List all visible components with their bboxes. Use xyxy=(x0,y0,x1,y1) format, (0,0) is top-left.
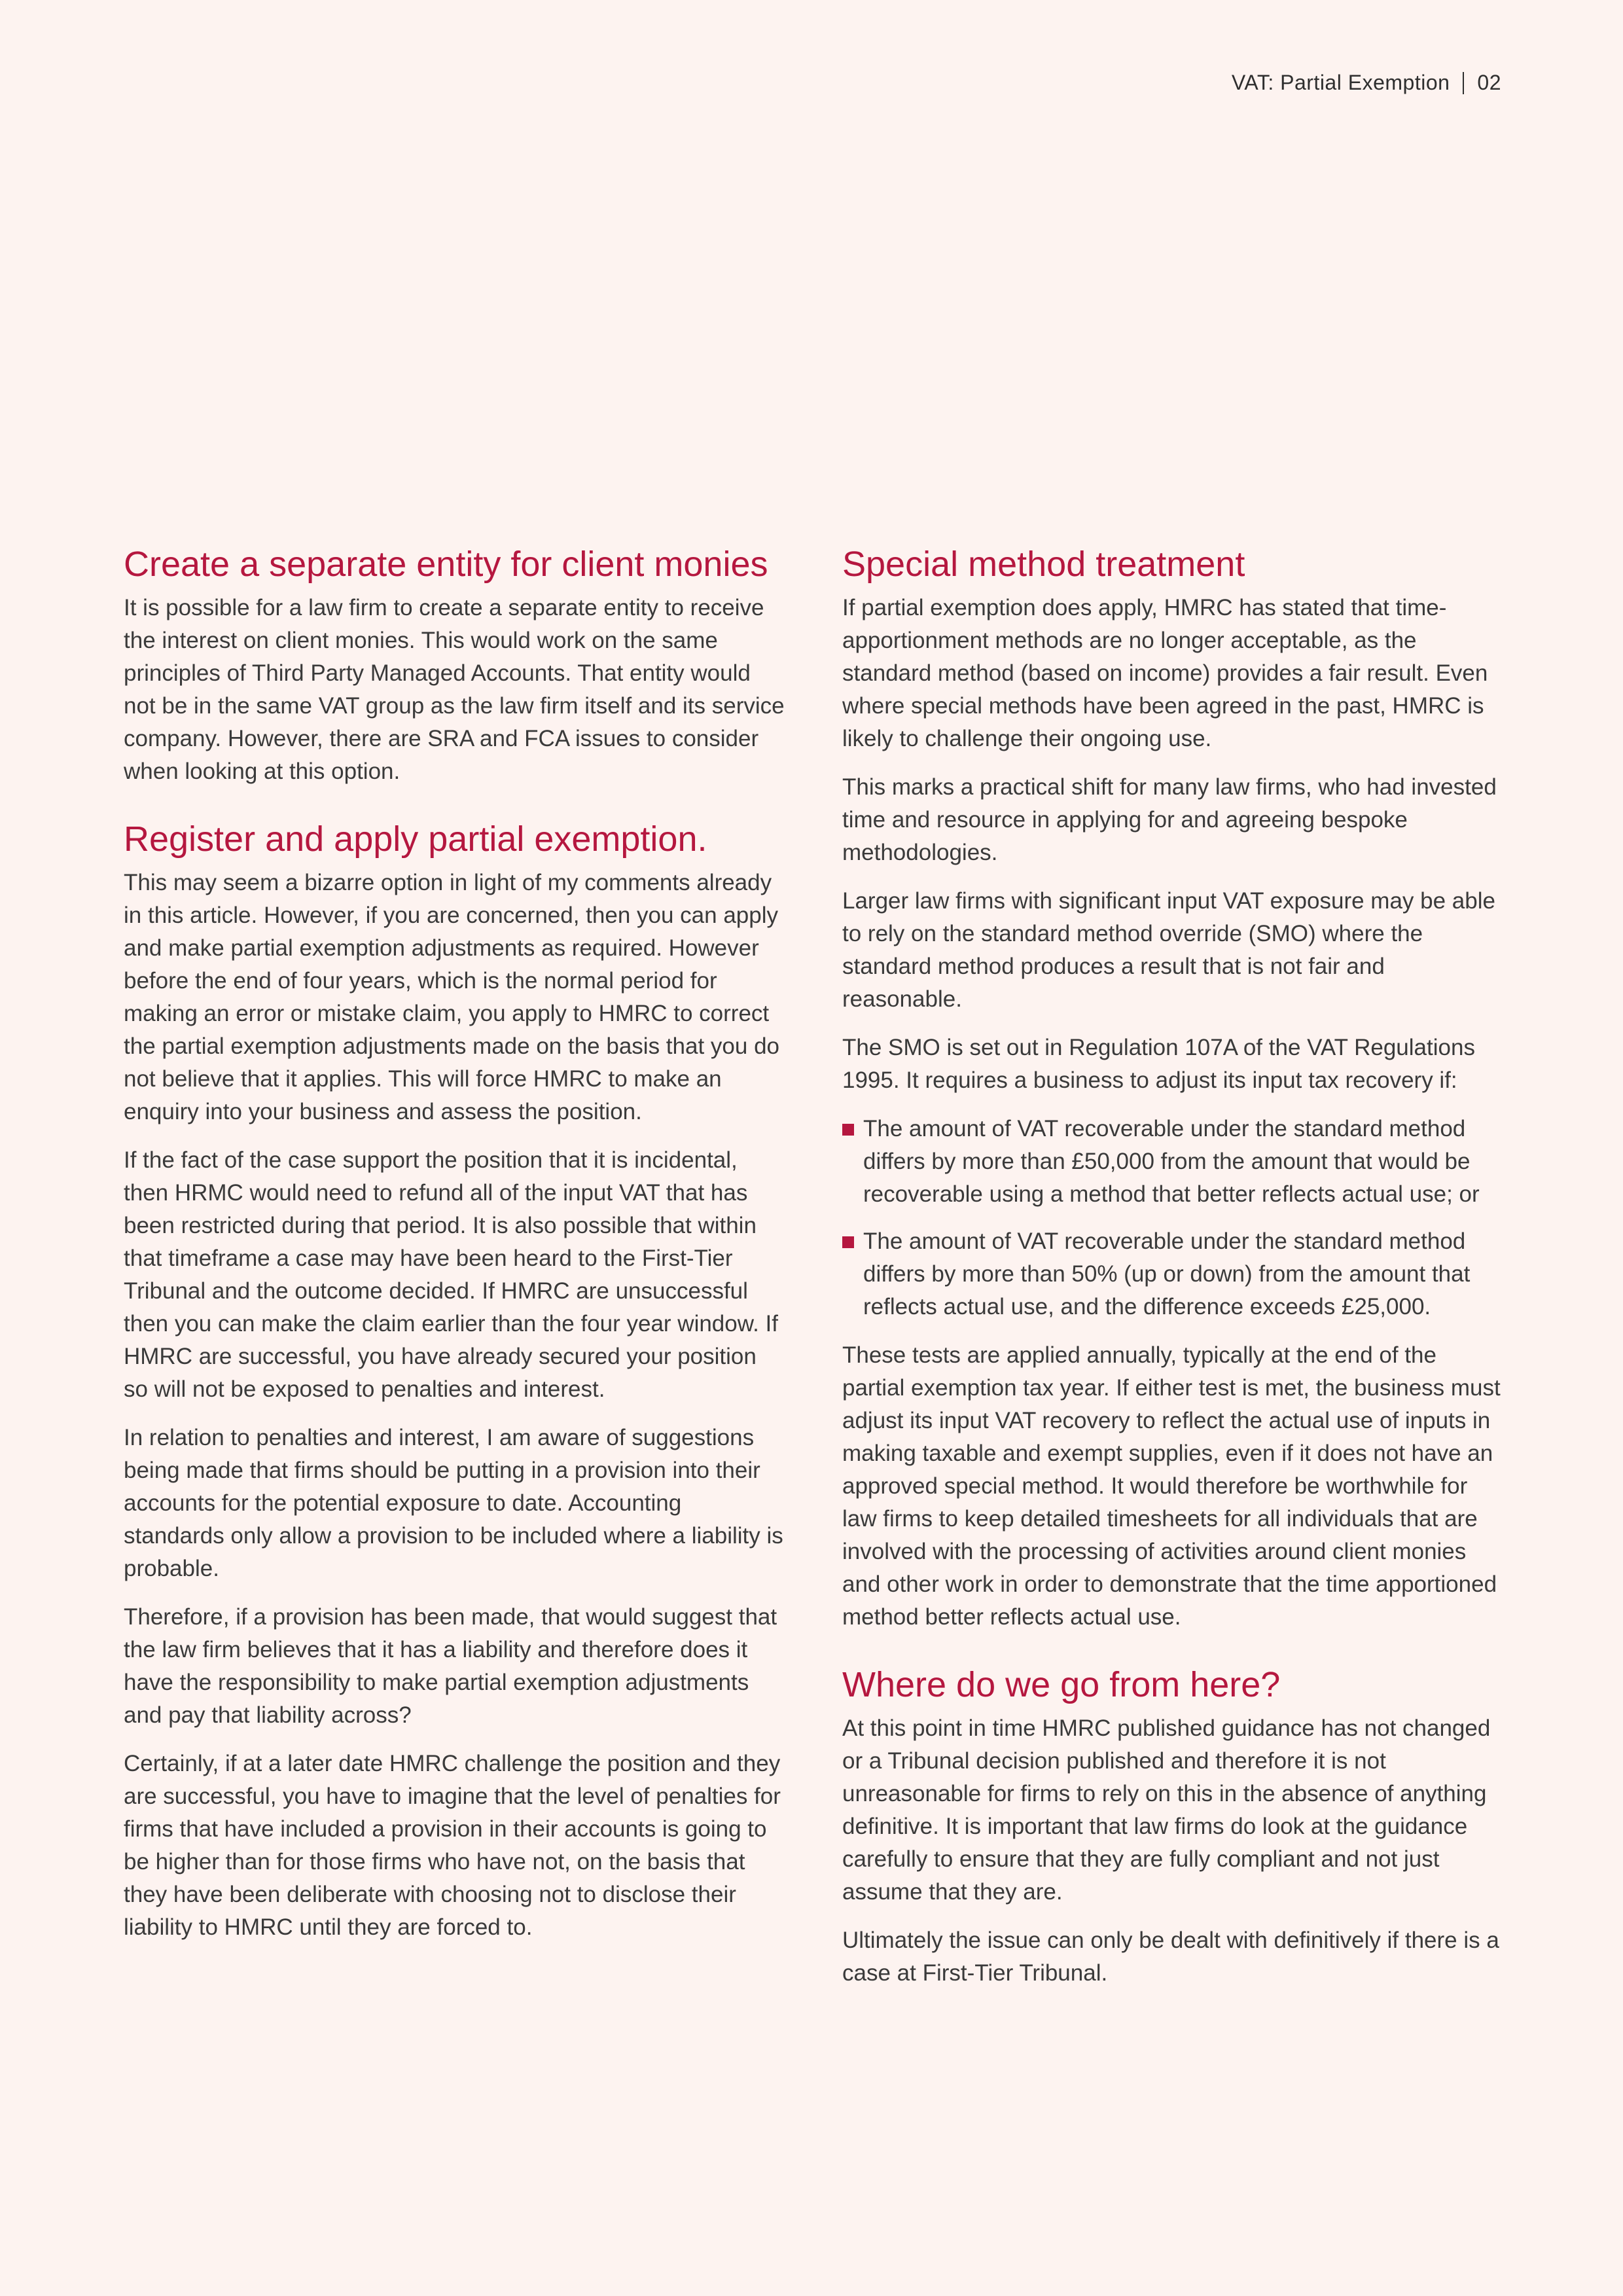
section-special-method xyxy=(842,543,1503,1634)
square-bullet-icon xyxy=(842,1236,854,1248)
square-bullet-icon xyxy=(842,1124,854,1136)
paragraph: Certainly, if at a later date HMRC challenge the position and they are successful, you have to imagine that the level of penalties for firms that have included a provision in their accounts is going to be higher than for those firms who have not, on the basis that they have been deliberate with choosing not to disclose their liability to HMRC until they are forced to. xyxy=(124,1751,781,1940)
paragraph: Larger law firms with significant input VAT exposure may be able to rely on the standard method override (SMO) where the standard method produces a result that is not fair and reasonable. xyxy=(842,888,1495,1012)
section-heading: Special method treatment xyxy=(842,545,1245,584)
section-separate-entity xyxy=(124,543,785,788)
section-partial-exemption xyxy=(124,818,785,1944)
section-heading: Register and apply partial exemption. xyxy=(124,819,707,859)
paragraph: This may seem a bizarre option in light of my comments already in this article. However, if you are concerned, then you can apply and make partial exemption adjustments as required. However before the end of four years, which is the normal period for making an error or mistake claim, you apply to HMRC to correct the partial exemption adjustments made on the basis that you do not believe that it applies. This will force HMRC to make an enquiry into your business and assess the position. xyxy=(124,870,779,1124)
paragraph: It is possible for a law firm to create a separate entity to receive the interest on client monies. This would work on the same principles of Third Party Managed Accounts. That entity would not be in the same VAT group as the law firm itself and its service company. However, there are SRA and FCA issues to consider when looking at this option. xyxy=(124,595,785,784)
paragraph: These tests are applied annually, typically at the end of the partial exemption tax year. If either test is met, the business must adjust its input VAT recovery to reflect the actual use of inputs in making taxable and exempt supplies, even if it does not have an approved special method. It would therefore be worthwhile for law firms to keep detailed timesheets for all individuals that are involved with the processing of activities around client monies and other work in order to demonstrate that the time apportioned method better reflects actual use. xyxy=(842,1342,1501,1630)
left-column xyxy=(124,543,785,1974)
page-header xyxy=(1232,71,1501,95)
page-number: 02 xyxy=(1477,71,1501,94)
list-item xyxy=(842,1113,1503,1211)
list-item-text: The amount of VAT recoverable under the standard method differs by more than £50,000 from the amount that would be recoverable using a method that better reflects actual use; or xyxy=(863,1116,1480,1207)
list-item xyxy=(842,1225,1503,1323)
section-heading: Where do we go from here? xyxy=(842,1665,1281,1704)
paragraph: If partial exemption does apply, HMRC has stated that time-apportionment methods are no longer acceptable, as the standard method (based on income) provides a fair result. Even where special methods have been agreed in the past, HMRC is likely to challenge their ongoing use. xyxy=(842,595,1488,751)
paragraph: The SMO is set out in Regulation 107A of the VAT Regulations 1995. It requires a business to adjust its input tax recovery if: xyxy=(842,1035,1475,1093)
paragraph: At this point in time HMRC published guidance has not changed or a Tribunal decision published and therefore it is not unreasonable for firms to rely on this in the absence of anything definitive. It is important that law firms do look at the guidance carefully to ensure that they are fully compliant and not just assume that they are. xyxy=(842,1715,1491,1905)
smo-test-list xyxy=(842,1113,1503,1323)
right-column xyxy=(842,543,1503,2020)
document-title: VAT: Partial Exemption xyxy=(1231,71,1450,94)
section-next-steps xyxy=(842,1664,1503,1990)
paragraph: Ultimately the issue can only be dealt with definitively if there is a case at First-Tier Tribunal. xyxy=(842,1928,1499,1986)
header-divider xyxy=(1463,72,1464,94)
section-heading: Create a separate entity for client monies xyxy=(124,545,768,584)
paragraph: This marks a practical shift for many law firms, who had invested time and resource in applying for and agreeing bespoke methodologies. xyxy=(842,774,1497,865)
paragraph: In relation to penalties and interest, I am aware of suggestions being made that firms should be putting in a provision into their accounts for the potential exposure to date. Accounting standards only allow a provision to be included where a liability is probable. xyxy=(124,1425,783,1581)
list-item-text: The amount of VAT recoverable under the standard method differs by more than 50% (up or down) from the amount that reflects actual use, and the difference exceeds £25,000. xyxy=(863,1229,1471,1319)
paragraph: Therefore, if a provision has been made, that would suggest that the law firm believes that it has a liability and therefore does it have the responsibility to make partial exemption adjustments and pay that liability across? xyxy=(124,1604,777,1728)
paragraph: If the fact of the case support the position that it is incidental, then HRMC would need to refund all of the input VAT that has been restricted during that period. It is also possible that within that timeframe a case may have been heard to the First-Tier Tribunal and the outcome decided. If HMRC are unsuccessful then you can make the claim earlier than the four year window. If HMRC are successful, you have already secured your position so will not be exposed to penalties and interest. xyxy=(124,1147,778,1402)
